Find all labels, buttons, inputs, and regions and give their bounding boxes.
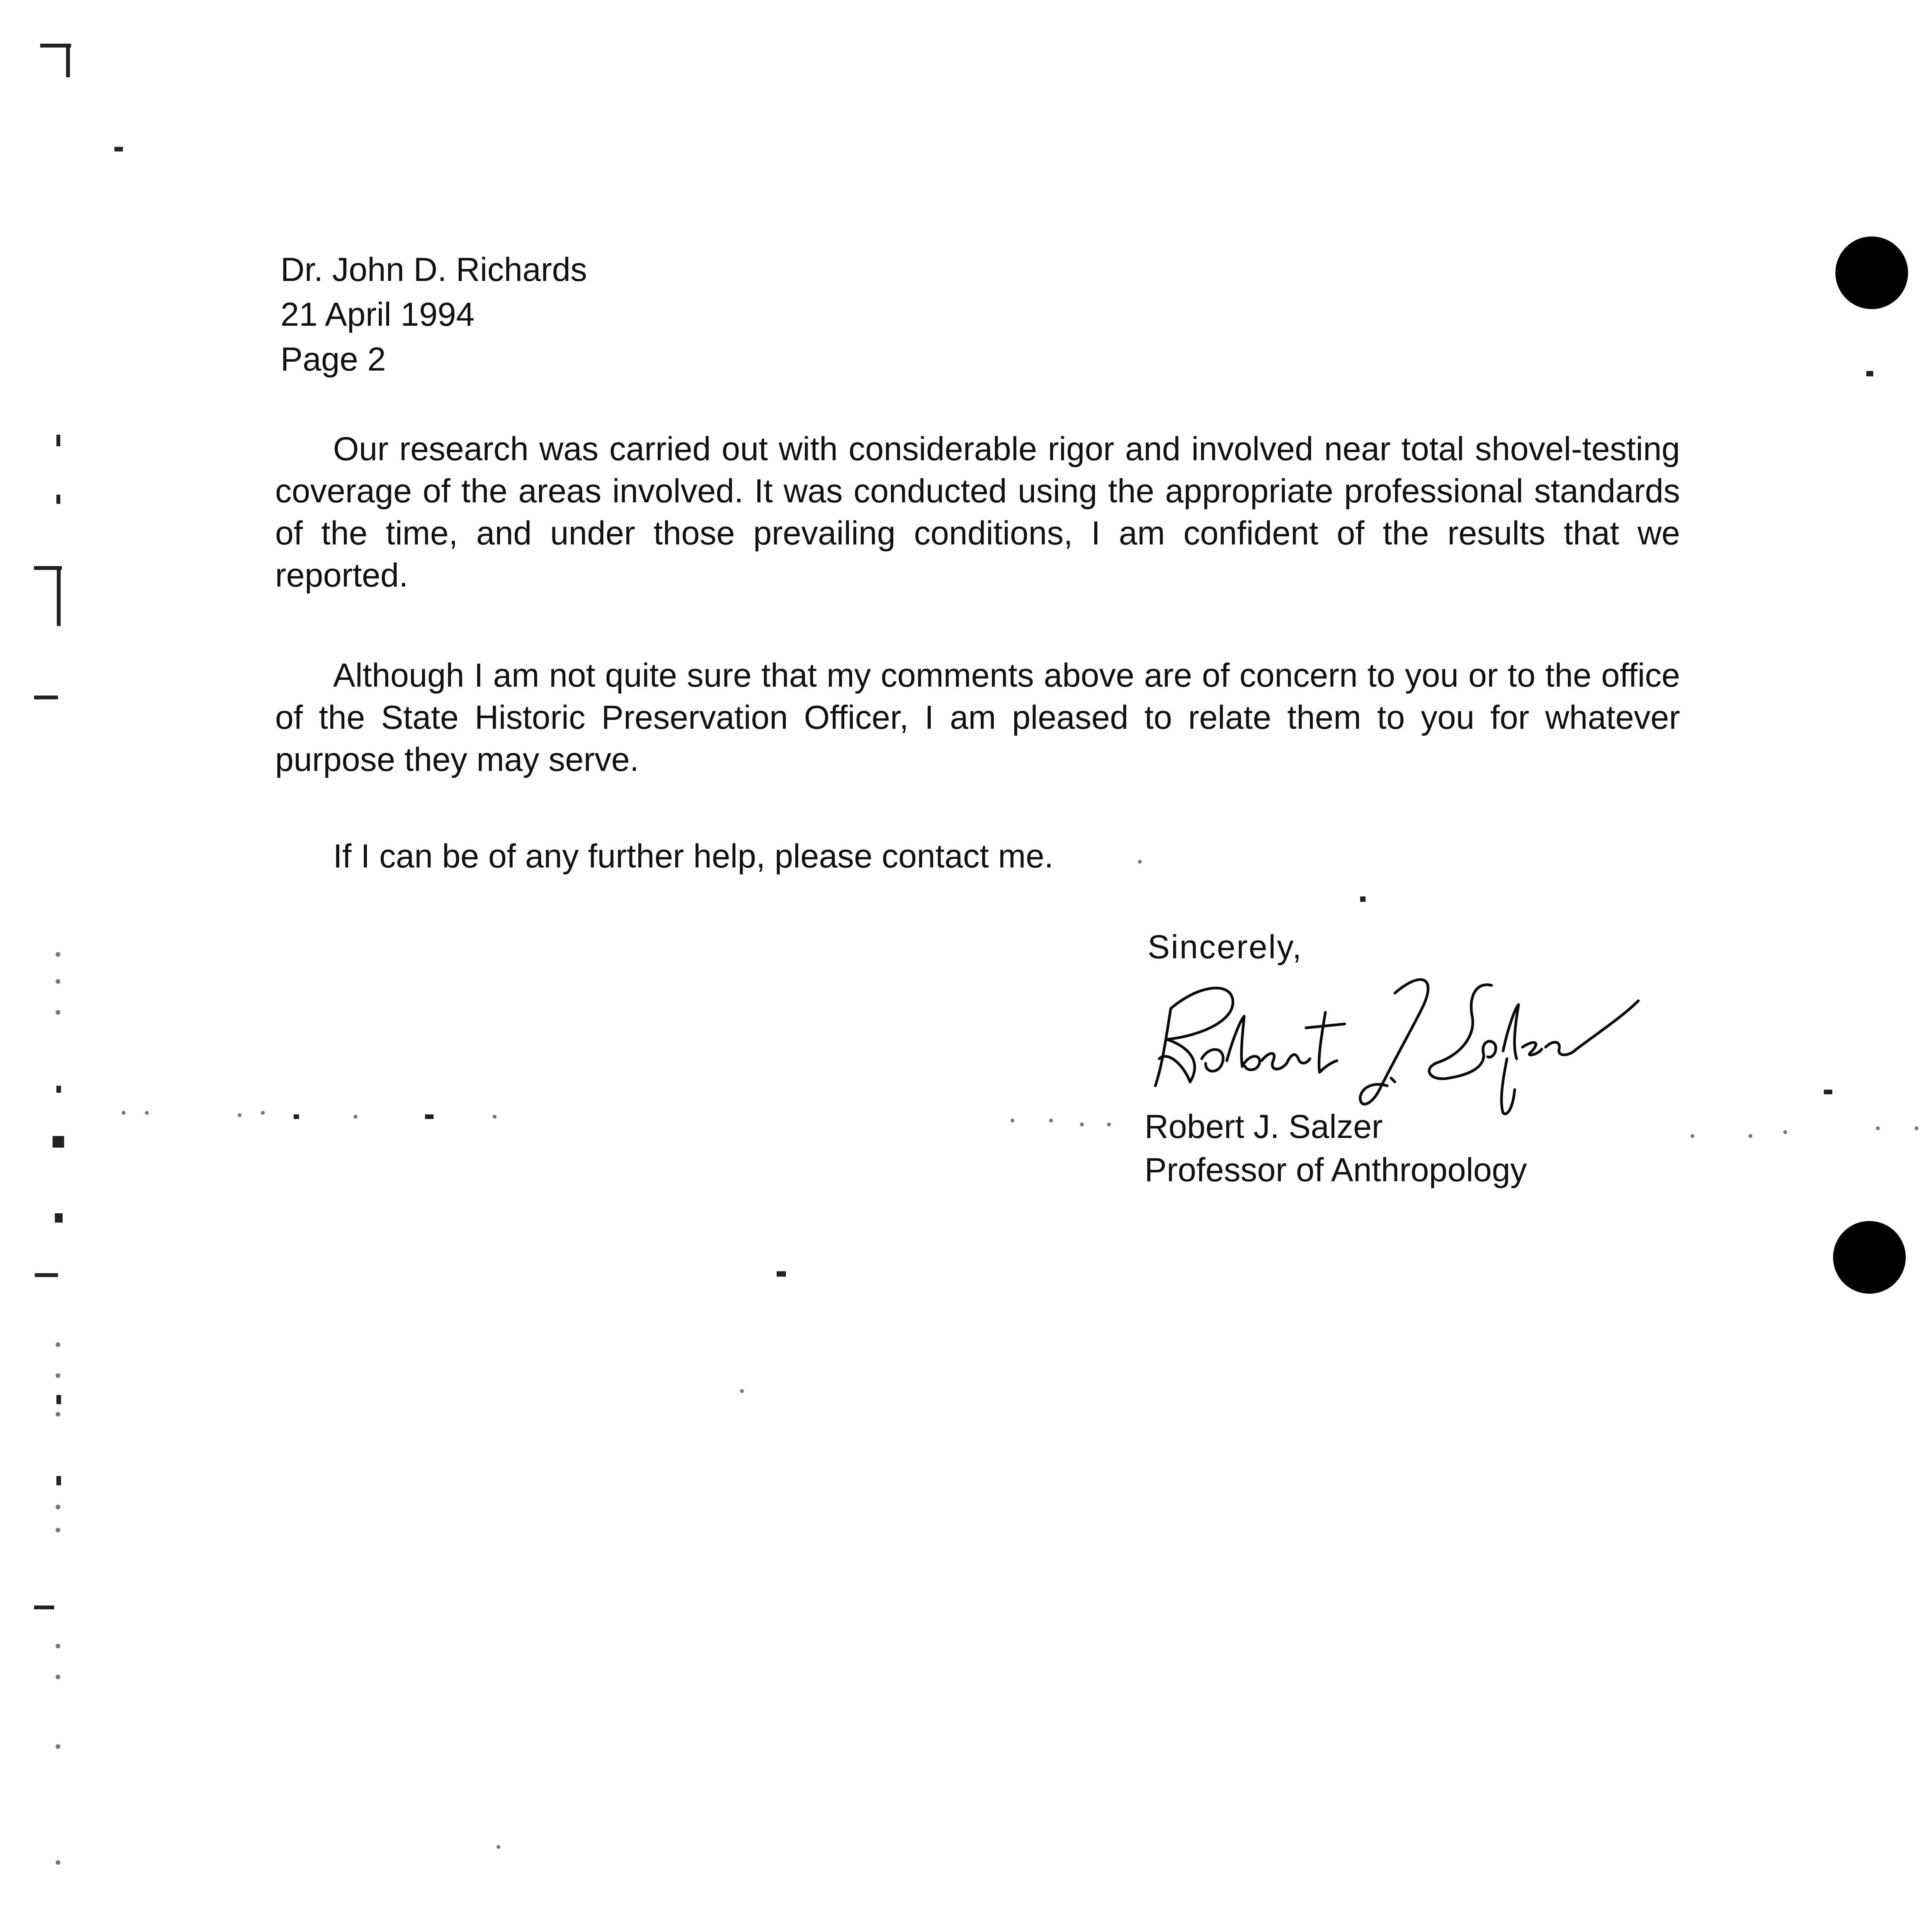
body-paragraph: Our research was carried out with considerable rigor and involved near total shovel-testing coverage of the areas involved. It was conducted using the appropriate professional standards of the time, and under those prevailing conditions, I am confident of the results that we reported. — [275, 430, 1680, 594]
letter-header — [281, 247, 587, 382]
signer-name: Robert J. Salzer — [1145, 1108, 1383, 1145]
letter-date: 21 April 1994 — [281, 296, 475, 333]
recipient-name: Dr. John D. Richards — [281, 251, 587, 288]
punch-hole — [1833, 1221, 1906, 1294]
signer-title: Professor of Anthropology — [1145, 1151, 1527, 1189]
body-paragraph: If I can be of any further help, please contact me. — [333, 838, 1054, 875]
body-paragraph: Although I am not quite sure that my comments above are of concern to you or to the office of the State Historic Preservation Officer, I am pleased to relate them to you for whatever purpose they may serve. — [275, 657, 1680, 778]
closing-salutation: Sincerely, — [1148, 929, 1303, 966]
signer-block — [1145, 1105, 1527, 1192]
page-label: Page 2 — [281, 341, 386, 378]
punch-hole — [1835, 236, 1908, 309]
